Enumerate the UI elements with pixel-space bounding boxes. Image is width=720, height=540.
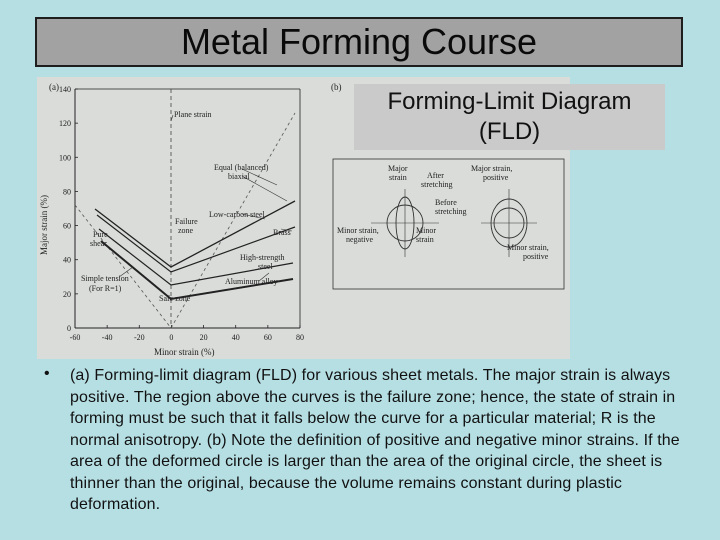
label-simple-tension-2: (For R=1)	[89, 284, 122, 293]
y-tick-label: 60	[63, 221, 71, 231]
figure-panel	[37, 77, 632, 359]
label-major-strain-positive: Major strain,	[471, 164, 513, 173]
slide-title: Metal Forming Course	[180, 21, 538, 62]
label-after-stretching: After	[427, 171, 444, 180]
label-major-strain: Major	[388, 164, 408, 173]
figure-subtitle: Forming-Limit Diagram (FLD)	[387, 88, 632, 145]
label-after-stretching-2: stretching	[421, 180, 453, 189]
negative-minor-strain-diagram	[371, 189, 439, 257]
label-high-strength-steel: High-strength	[240, 253, 285, 262]
label-brass: Brass	[273, 228, 291, 237]
label-before-stretching-2: stretching	[435, 207, 467, 216]
label-minor-strain: Minor	[416, 226, 436, 235]
label-failure-zone: Failure	[175, 217, 198, 226]
label-pure-shear-2: shear	[90, 239, 107, 248]
panel-a-annotations	[81, 110, 291, 303]
panel-b-label: (b)	[331, 82, 342, 92]
label-pure-shear: Pure	[93, 230, 108, 239]
simple-tension-line	[75, 205, 171, 328]
x-tick-label: 60	[263, 333, 272, 342]
label-aluminum-alloy: Aluminum alloy	[225, 277, 278, 286]
label-minor-strain-negative: Minor strain,	[337, 226, 379, 235]
x-tick-label: 40	[231, 333, 240, 342]
label-simple-tension: Simple tension	[81, 274, 129, 283]
panel-b-annotations	[337, 164, 549, 261]
label-failure-zone-2: zone	[178, 226, 194, 235]
label-safe-zone: Safe zone	[159, 294, 191, 303]
subtitle-box	[354, 84, 665, 150]
y-tick-label: 0	[67, 324, 71, 333]
label-major-strain-2: strain	[389, 173, 407, 182]
label-before-stretching: Before	[435, 198, 457, 207]
x-tick-label: 20	[199, 333, 208, 342]
y-tick-label: 20	[63, 289, 71, 299]
label-minor-strain-positive: Minor strain,	[507, 243, 549, 252]
y-tick-label: 100	[59, 153, 71, 163]
label-equal-biaxial-2: biaxial	[228, 172, 250, 181]
x-tick-label: -60	[69, 333, 81, 342]
label-major-strain-positive-2: positive	[483, 173, 509, 182]
panel-a-label: (a)	[49, 82, 59, 92]
x-axis-label: Minor strain (%)	[154, 347, 215, 357]
panel-b-frame	[333, 159, 564, 289]
x-tick-label: -40	[101, 333, 113, 342]
label-plane-strain: Plane strain	[174, 110, 212, 119]
y-tick-label: 140	[59, 85, 71, 94]
label-low-carbon-steel: Low-carbon steel	[209, 210, 265, 219]
label-equal-biaxial: Equal (balanced)	[214, 163, 269, 172]
x-tick-label: -20	[133, 333, 145, 342]
figure-caption: (a) Forming-limit diagram (FLD) for various sheet metals. The major strain is always positive. The region above the curves is the failure zone; hence, the state of strain in forming must be such that it falls below the curve for a particular material; R is the normal anisotropy. (b) Note the definition of positive and negative minor strains. If the area of the deformed circle is larger than the area of the original circle, the sheet is thinner than the original, because the volume remains constant during plastic deformation.	[70, 367, 680, 513]
label-minor-strain-negative-2: negative	[346, 235, 374, 244]
y-tick-label: 120	[59, 119, 71, 129]
y-tick-label: 80	[63, 187, 71, 197]
label-high-strength-steel-2: steel	[258, 262, 273, 271]
y-axis-label: Major strain (%)	[39, 195, 49, 255]
title-bar	[35, 17, 683, 67]
caption-bullet: •	[44, 365, 50, 382]
y-tick-label: 40	[63, 255, 71, 265]
x-tick-label: 80	[296, 333, 304, 342]
label-minor-strain-2: strain	[416, 235, 434, 244]
label-minor-strain-positive-2: positive	[523, 252, 549, 261]
x-tick-label: 0	[169, 333, 174, 342]
